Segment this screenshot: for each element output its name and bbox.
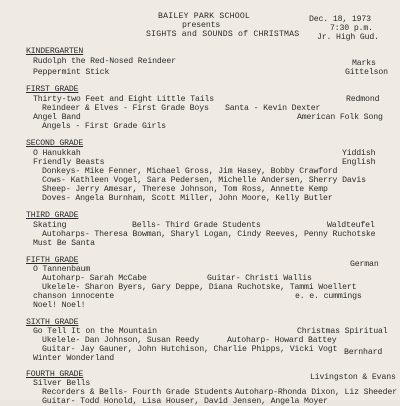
heading-second-grade: SECOND GRADE	[26, 139, 84, 148]
presents-text: presents	[182, 21, 221, 30]
song-credit: Waldteufel	[327, 221, 375, 230]
heading-third-grade: THIRD GRADE	[26, 211, 79, 220]
song-credit: German	[350, 260, 379, 269]
song-title: Angel Band	[33, 113, 81, 122]
school-name: BAILEY PARK SCHOOL	[158, 12, 251, 21]
cast-line: Ukelele- Sharon Byers, Gary Deppe, Diana Ruchotske, Tammi Woellert	[42, 283, 357, 292]
program-date: Dec. 18, 1973	[309, 15, 371, 24]
song-credit: American Folk Song	[297, 113, 383, 122]
performers: Bells- Third Grade Students	[132, 221, 261, 230]
song-title: Rudolph the Red-Nosed Reindeer	[33, 57, 176, 66]
cast-line: Guitar- Christi Wallis	[207, 274, 312, 283]
cast-line: Autoharp-Rhonda Dixon, Liz Sheeder	[235, 388, 397, 397]
heading-fourth-grade: FOURTH GRADE	[26, 370, 84, 379]
song-title: chanson innocente	[33, 292, 114, 301]
song-title: Friendly Beasts	[33, 158, 105, 167]
song-credit: Livingston & Evans	[310, 373, 396, 382]
song-credit: e. e. cummings	[295, 292, 362, 301]
cast-line: Autoharp- Sarah McCabe	[42, 274, 147, 283]
heading-kindergarten: KINDERGARTEN	[26, 47, 84, 56]
cast-line: Sheep- Jerry Amesar, Therese Johnson, Tom Ross, Annette Kemp	[42, 185, 328, 194]
program-time: 7:30 p.m.	[330, 24, 373, 33]
cast-line: Doves- Angela Burnham, Scott Miller, John Moore, Kelly Butler	[42, 194, 333, 203]
song-title: Go Tell It on the Mountain	[33, 327, 157, 336]
soloist: Santa - Kevin Dexter	[225, 104, 321, 113]
song-credit: Bernhard	[344, 348, 383, 357]
song-credit: English	[342, 158, 376, 167]
song-credit: Christmas Spiritual	[297, 327, 388, 336]
cast-line: Cows- Kathleen Vogel, Sara Pedersen, Michelle Andersen, Sherry Davis	[42, 176, 366, 185]
cast-line: Ukelele- Dan Johnson, Susan Reedy	[42, 336, 200, 345]
song-title: Noel! Noel!	[33, 301, 86, 310]
song-title: Silver Bells	[33, 379, 91, 388]
program-venue: Jr. High Gud.	[317, 33, 379, 42]
performers: Angels - First Grade Girls	[42, 122, 166, 131]
song-title: Skating	[33, 221, 67, 230]
cast-line: Guitar- Jay Gauner, John Hutchison, Charlie Phipps, Vicki Vogt	[42, 345, 338, 354]
cast-line: Guitar- Todd Honold, Lisa Houser, David Jensen, Angela Moyer	[42, 397, 328, 406]
heading-sixth-grade: SIXTH GRADE	[26, 318, 79, 327]
heading-first-grade: FIRST GRADE	[26, 85, 79, 94]
cast-line: Donkeys- Mike Fenner, Michael Gross, Jim Hasey, Bobby Crawford	[42, 167, 338, 176]
song-credit: Gittelson	[345, 68, 388, 77]
song-title: Thirty-two Feet and Eight Little Tails	[33, 95, 215, 104]
song-title: O Hanukkah	[33, 149, 81, 158]
performers: Reindeer & Elves - First Grade Boys	[42, 104, 209, 113]
heading-fifth-grade: FIFTH GRADE	[26, 256, 79, 265]
program-title: SIGHTS and SOUNDS of CHRISTMAS	[146, 30, 300, 39]
cast-line: Recorders & Bells- Fourth Grade Students	[42, 388, 233, 397]
song-title: Winter Wonderland	[33, 354, 114, 363]
song-credit: Yiddish	[342, 149, 376, 158]
song-credit: Marks	[352, 59, 376, 68]
cast-line: Autoharps- Theresa Bowman, Sharyl Logan, Cindy Reeves, Penny Ruchotske	[42, 230, 376, 239]
song-title: Peppermint Stick	[33, 68, 110, 77]
song-title: O Tannenbaum	[33, 265, 91, 274]
song-credit: Redmond	[346, 95, 380, 104]
song-title: Must Be Santa	[33, 239, 95, 248]
cast-line: Autoharp- Howard Battey	[227, 336, 337, 345]
